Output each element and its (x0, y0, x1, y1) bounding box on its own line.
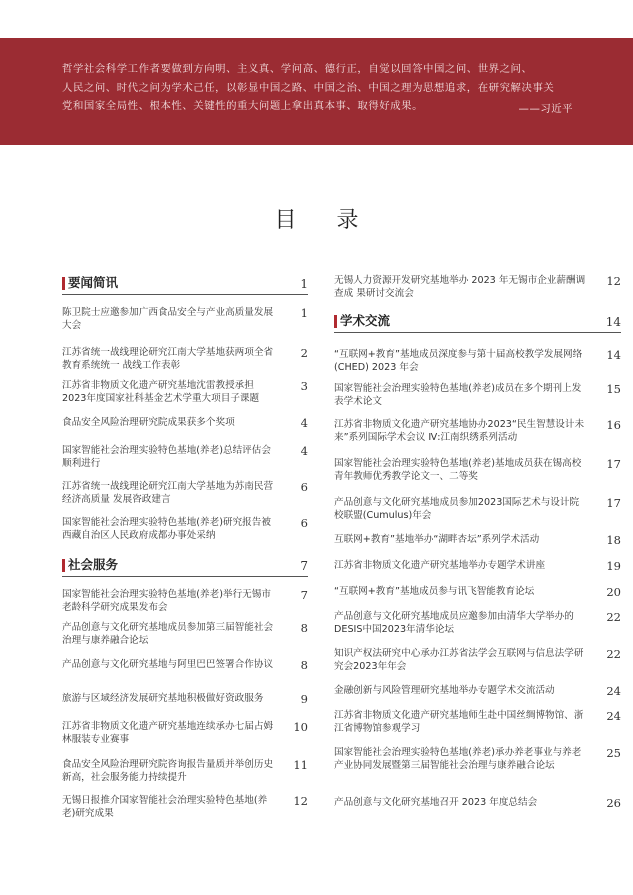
toc-entry-page: 22 (606, 610, 621, 624)
toc-entry-page: 18 (606, 533, 621, 547)
toc-entry-page: 16 (606, 418, 621, 432)
toc-entry-title: 无锡人力资源开发研究基地举办 2023 年无锡市企业薪酬调查成 果研讨交流会 (334, 275, 586, 299)
toc-entry[interactable] (334, 709, 621, 735)
toc-entry-title: 陈卫院士应邀参加广西食品安全与产业高质量发展大会 (62, 307, 274, 331)
toc-entry-page: 4 (300, 444, 308, 458)
section-header-service[interactable] (62, 554, 308, 577)
toc-entry[interactable] (62, 346, 308, 372)
section-name: 学术交流 (340, 313, 391, 328)
toc-entry-page: 24 (606, 684, 621, 698)
section-name: 要闻简讯 (68, 275, 119, 290)
toc-entry-page: 4 (300, 416, 308, 430)
toc-entry[interactable] (62, 720, 308, 746)
toc-entry[interactable] (334, 533, 621, 546)
toc-entry-title: 产品创意与文化研究基地与阿里巴巴签署合作协议 (62, 659, 274, 670)
toc-entry-page: 7 (300, 588, 308, 602)
toc-entry[interactable] (334, 647, 621, 673)
toc-entry[interactable] (62, 758, 308, 784)
toc-entry[interactable] (62, 588, 308, 614)
toc-entry-title: 江苏省非物质文化遗产研究基地沈雷教授承担 2023年度国家社科基金艺术学重大项目子课题 (62, 380, 260, 404)
quote-author: ——习近平 (518, 103, 573, 115)
toc-entry-title: 江苏省统一战线理论研究江南大学基地获两项全省教育系统统一 战线工作表彰 (62, 347, 274, 371)
toc-entry-page: 12 (293, 794, 308, 808)
quote-line: 党和国家全局性、根本性、关键性的重大问题上拿出真本事、取得好成果。 (62, 100, 424, 112)
toc-entry-title: 江苏省非物质文化遗产研究基地举办专题学术讲座 (334, 560, 546, 571)
toc-entry-title: 产品创意与文化研究基地召开 2023 年度总结会 (334, 797, 538, 808)
quote-text (62, 60, 574, 116)
toc-entry-title: “互联网+教育”基地成员深度参与第十届高校教学发展网络 (CHED) 2023 年会 (334, 349, 583, 373)
toc-entry-title: 互联网+教育”基地举办“湖畔杏坛”系列学术活动 (334, 534, 540, 545)
toc-title: 目录 (274, 208, 399, 233)
toc-entry-title: “互联网+教育”基地成员参与讯飞智能教育论坛 (334, 586, 535, 597)
toc-entry-page: 9 (300, 692, 308, 706)
toc-entry[interactable] (334, 610, 621, 636)
toc-entry-title: 江苏省统一战线理论研究江南大学基地为苏南民营经济高质量 发展咨政建言 (62, 481, 274, 505)
toc-entry-title: 金融创新与风险管理研究基地举办专题学术交流活动 (334, 685, 555, 696)
toc-entry-page: 17 (606, 496, 621, 510)
toc-entry-page: 22 (606, 647, 621, 661)
toc-entry[interactable] (62, 444, 308, 470)
toc-entry-page: 2 (300, 346, 308, 360)
toc-entry-page: 1 (300, 306, 308, 320)
section-marker (62, 277, 65, 290)
section-name: 社会服务 (68, 557, 119, 572)
quote-banner (0, 38, 633, 145)
toc-entry-title: 国家智能社会治理实验特色基地(养老)研究报告被西藏自治区人民政府成都办事处采纳 (62, 517, 271, 541)
toc-entry-page: 6 (300, 516, 308, 530)
toc-entry[interactable] (334, 559, 621, 572)
section-page: 14 (605, 315, 621, 329)
toc-entry-page: 8 (300, 658, 308, 672)
toc-entry-page: 8 (300, 621, 308, 635)
toc-entry-title: 江苏省非物质文化遗产研究基地连续承办七届占姆林服装专业赛事 (62, 721, 274, 745)
toc-entry[interactable] (334, 418, 621, 444)
toc-entry[interactable] (334, 382, 621, 408)
toc-entry[interactable] (62, 692, 308, 705)
toc-entry[interactable] (62, 516, 308, 542)
toc-entry[interactable] (62, 621, 308, 647)
toc-entry-page: 11 (293, 758, 308, 772)
toc-entry-title: 食品安全风险治理研究院咨询报告量质并举创历史新高，社会服务能力持续提升 (62, 759, 274, 783)
toc-entry[interactable] (62, 379, 308, 405)
quote-line: 人民之问、时代之问为学术己任，以彰显中国之路、中国之治、中国之理为思想追求，在研究解决事关 (62, 81, 555, 94)
toc-entry-title: 国家智能社会治理实验特色基地(养老)成员在多个期刊上发表学术论文 (334, 383, 582, 407)
toc-entry[interactable] (62, 416, 308, 429)
toc-entry-title: 产品创意与文化研究基地成员参加2023国际艺术与设计院校联盟(Cumulus)年会 (334, 497, 580, 521)
section-marker (62, 559, 65, 572)
toc-entry-page: 24 (606, 709, 621, 723)
toc-entry[interactable] (62, 306, 308, 332)
toc-entry[interactable] (62, 480, 308, 506)
quote-line: 哲学社会科学工作者要做到方向明、主义真、学问高、德行正，自觉以回答中国之问、世界之问、 (62, 63, 533, 75)
toc-entry-page: 10 (293, 720, 308, 734)
section-page: 7 (300, 559, 308, 573)
toc-entry-page: 3 (300, 379, 308, 393)
toc-entry[interactable] (334, 496, 621, 522)
toc-entry-page: 14 (606, 348, 621, 362)
section-header-news[interactable] (62, 272, 308, 295)
toc-entry-page: 25 (606, 746, 621, 760)
toc-entry-page: 26 (606, 796, 621, 810)
toc-entry-title: 国家智能社会治理实验特色基地(养老)基地成员获在锡高校青年教师优秀教学论文一、二等奖 (334, 458, 582, 482)
toc-entry-page: 15 (606, 382, 621, 396)
toc-entry-title: 知识产权法研究中心承办江苏省法学会互联网与信息法学研究会2023年年会 (334, 648, 584, 672)
toc-entry-page: 12 (606, 274, 621, 288)
toc-entry-title: 国家智能社会治理实验特色基地(养老)举行无锡市老龄科学研究成果发布会 (62, 589, 271, 613)
section-page: 1 (300, 277, 308, 291)
toc-entry-page: 20 (606, 585, 621, 599)
toc-entry[interactable] (334, 746, 621, 772)
toc-entry[interactable] (62, 658, 308, 671)
toc-entry-title: 产品创意与文化研究基地成员应邀参加由清华大学举办的DESIS中国2023年清华论坛 (334, 611, 574, 635)
toc-entry[interactable] (62, 794, 308, 820)
toc-entry[interactable] (334, 796, 621, 809)
toc-entry-title: 产品创意与文化研究基地成员参加第三届智能社会治理与康养融合论坛 (62, 622, 274, 646)
toc-entry-title: 旅游与区域经济发展研究基地积极做好资政服务 (62, 693, 264, 704)
toc-entry-title: 国家智能社会治理实验特色基地(养老)承办养老事业与养老产业协同发展暨第三届智能社会治理与康养融合论坛 (334, 747, 582, 771)
toc-entry-page: 19 (606, 559, 621, 573)
toc-entry-page: 17 (606, 457, 621, 471)
toc-entry[interactable] (334, 274, 621, 300)
toc-entry[interactable] (334, 457, 621, 483)
toc-entry[interactable] (334, 348, 621, 374)
toc-entry-title: 食品安全风险治理研究院成果获多个奖项 (62, 417, 235, 428)
toc-entry-title: 无锡日报推介国家智能社会治理实验特色基地(养老)研究成果 (62, 795, 268, 819)
toc-entry[interactable] (334, 585, 621, 598)
section-header-academic[interactable] (334, 310, 621, 333)
toc-entry-title: 江苏省非物质文化遗产研究基地协办2023“民生智慧设计未来”系列国际学术会议 Ⅳ:江南织绣系列活动 (334, 419, 585, 443)
section-marker (334, 315, 337, 328)
toc-entry[interactable] (334, 684, 621, 697)
toc-entry-page: 6 (300, 480, 308, 494)
toc-entry-title: 江苏省非物质文化遗产研究基地师生赴中国丝绸博物馆、浙江省博物馆参观学习 (334, 710, 584, 734)
toc-entry-title: 国家智能社会治理实验特色基地(养老)总结评估会顺利进行 (62, 445, 271, 469)
